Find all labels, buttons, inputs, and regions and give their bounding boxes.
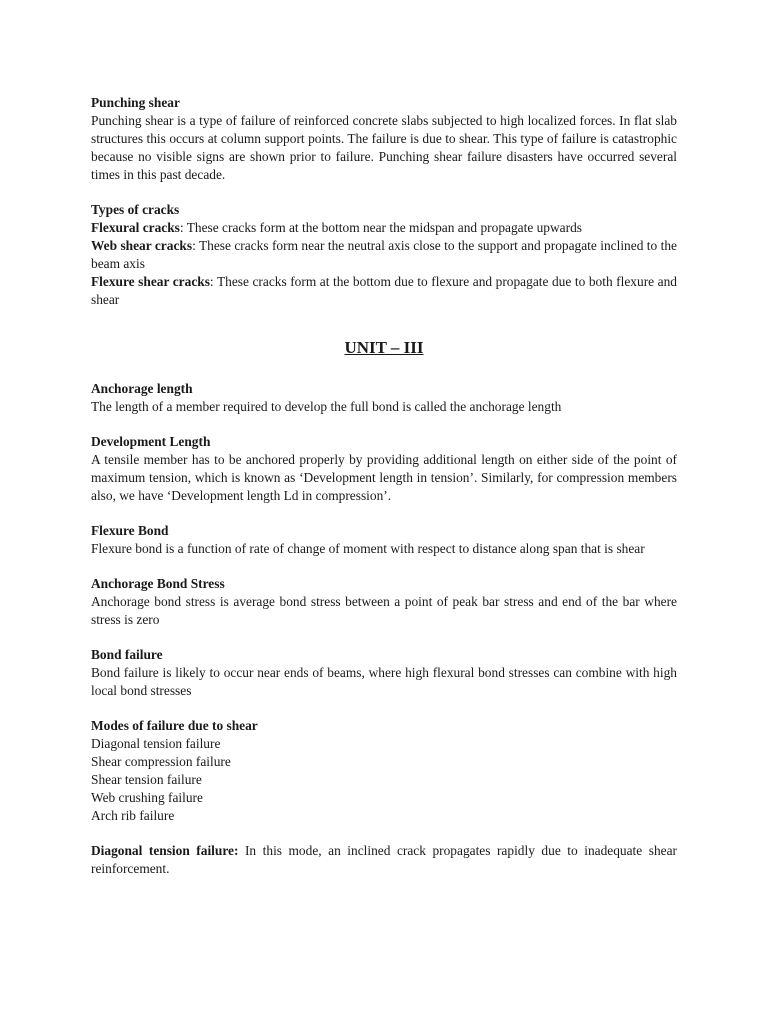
crack-type-term: Flexure shear cracks	[91, 274, 210, 289]
crack-type-description: : These cracks form near the neutral axis close to the support and propagate inclined to the beam axis	[91, 238, 677, 271]
section-text	[91, 842, 677, 878]
section-punching-shear	[91, 94, 677, 184]
section-heading: Modes of failure due to shear	[91, 718, 258, 733]
list-item: Shear compression failure	[91, 754, 231, 769]
crack-type-description: : These cracks form at the bottom near the midspan and propagate upwards	[179, 220, 582, 235]
section-types-of-cracks	[91, 201, 677, 309]
section-diagonal-tension-failure	[91, 842, 677, 878]
section-text: Flexure bond is a function of rate of change of moment with respect to distance along span that is shear	[91, 541, 645, 556]
crack-type-item	[91, 237, 677, 273]
section-text: Bond failure is likely to occur near ends of beams, where high flexural bond stresses can combine with high local bond stresses	[91, 665, 677, 698]
list-item: Shear tension failure	[91, 772, 202, 787]
section-heading: Punching shear	[91, 95, 180, 110]
list-item: Diagonal tension failure	[91, 736, 221, 751]
section-description: In this mode, an inclined crack propagates rapidly due to inadequate shear reinforcement.	[91, 843, 677, 876]
section-modes-of-failure	[91, 717, 677, 825]
unit-title: UNIT – III	[344, 338, 424, 357]
list-item: Arch rib failure	[91, 808, 175, 823]
list-item: Web crushing failure	[91, 790, 203, 805]
section-term: Diagonal tension failure:	[91, 843, 239, 858]
crack-type-item	[91, 273, 677, 309]
section-heading: Types of cracks	[91, 202, 180, 217]
crack-type-term: Flexural cracks	[91, 220, 180, 235]
document-page	[91, 94, 677, 895]
section-heading: Anchorage length	[91, 381, 193, 396]
section-bond-failure	[91, 646, 677, 700]
section-anchorage-bond-stress	[91, 575, 677, 629]
crack-type-description: : These cracks form at the bottom due to flexure and propagate due to both flexure and shear	[91, 274, 677, 307]
section-flexure-bond	[91, 522, 677, 558]
section-text: Anchorage bond stress is average bond stress between a point of peak bar stress and end of the bar where stress is zero	[91, 594, 677, 627]
crack-type-item	[91, 219, 677, 237]
section-development-length	[91, 433, 677, 505]
section-heading: Development Length	[91, 434, 211, 449]
section-anchorage-length	[91, 380, 677, 416]
section-heading: Flexure Bond	[91, 523, 169, 538]
section-text: A tensile member has to be anchored properly by providing additional length on either side of the point of maximum tension, which is known as ‘Development length in tension’. Similarly, for compression members also, we have ‘Development length Ld in compression’.	[91, 452, 677, 503]
section-heading: Anchorage Bond Stress	[91, 576, 225, 591]
section-heading: Bond failure	[91, 647, 163, 662]
section-text: Punching shear is a type of failure of reinforced concrete slabs subjected to high localized forces. In flat slab structures this occurs at column support points. The failure is due to shear. This type of failure is catastrophic because no visible signs are shown prior to failure. Punching shear failure disasters have occurred several times in this past decade.	[91, 113, 677, 182]
section-text: The length of a member required to develop the full bond is called the anchorage length	[91, 399, 562, 414]
crack-type-term: Web shear cracks	[91, 238, 193, 253]
